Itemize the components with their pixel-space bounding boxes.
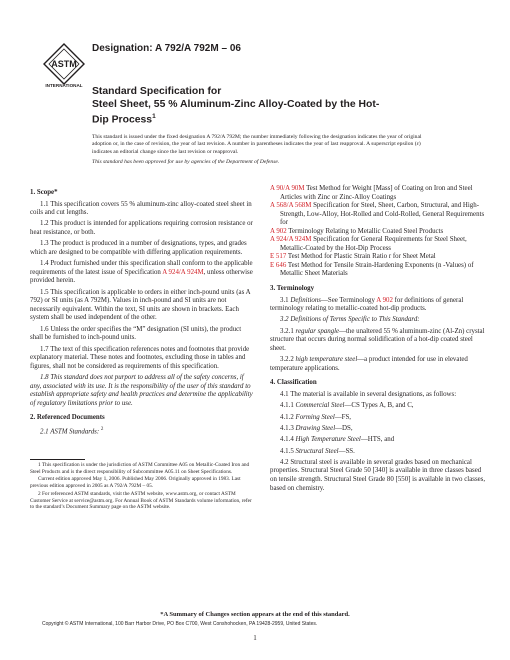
- referenced-documents-heading: 2. Referenced Documents: [30, 413, 105, 421]
- para-1-7: 1.7 The text of this specification references notes and footnotes that provide explanatory material. These notes and footnotes, excluding those in tables and figures, shall not be considered as requirements of this specification.: [30, 345, 250, 370]
- para-1-2: 1.2 This product is intended for applications requiring corrosion resistance or heat resistance, or both.: [30, 220, 253, 236]
- classification-heading: 4. Classification: [270, 378, 317, 386]
- svg-text:ASTM: ASTM: [51, 59, 77, 69]
- designation: Designation: A 792/A 792M – 06: [92, 43, 241, 54]
- para-1-4: 1.4 Product furnished under this specification shall conform to the applicable requirements of the latest issue of Specification A 924/A 924M, unless otherwise provided herein.: [30, 260, 253, 285]
- class-item: 4.1.3 Drawing Steel—DS,: [280, 424, 353, 432]
- document-title: [92, 86, 432, 127]
- reference-item: A 568/A 568M Specification for Steel, Sheet, Carbon, Structural, and High-Strength, Low-Alloy, Hot-Rolled and Cold-Rolled, General Requirements for: [270, 202, 485, 227]
- ref-link-a902[interactable]: A 902: [376, 296, 393, 304]
- para-3-1: 3.1 Definitions—See Terminology A 902 for definitions of general terminology relating to metallic-coated hot-dip products.: [270, 296, 464, 313]
- para-3-2-2: 3.2.2 high temperature steel—a product intended for use in elevated temperature applications.: [270, 356, 468, 372]
- left-column: [30, 183, 254, 439]
- footnote-2: 2 For referenced ASTM standards, visit the ASTM website, www.astm.org, or contact ASTM Customer Service at service@astm.org. For Annual Book of ASTM Standards volume information, refer to the standard’s Document Summary page on the ASTM website.: [30, 490, 252, 511]
- title-line-2: Steel Sheet, 55 % Aluminum-Zinc Alloy-Coated by the Hot-: [92, 98, 380, 110]
- para-1-3: 1.3 The product is produced in a number of designations, types, and grades which are designed to be compatible with differing application requirements.: [30, 240, 247, 256]
- para-2-1: 2.1 ASTM Standards: $^2$: [40, 426, 104, 435]
- reference-item: E 646 Test Method for Tensile Strain-Hardening Exponents (n -Values) of Metallic Sheet Materials: [270, 261, 474, 278]
- reference-list: [270, 185, 488, 279]
- para-3-2-1: 3.2.1 regular spangle—the unaltered 55 % aluminum-zinc (Al-Zn) crystal structure that occurs during normal solidification of a hot-dip coated steel sheet.: [270, 327, 485, 352]
- reference-item: E 517 Test Method for Plastic Strain Ratio r for Sheet Metal: [270, 253, 436, 261]
- ref-link[interactable]: E 646: [270, 261, 287, 269]
- title-line-1: Standard Specification for: [92, 86, 222, 97]
- ref-link[interactable]: A 90/A 90M: [270, 185, 305, 192]
- svg-text:INTERNATIONAL: INTERNATIONAL: [45, 83, 83, 88]
- class-item: 4.1.2 Forming Steel—FS,: [280, 413, 352, 421]
- intro-notes: [92, 134, 430, 170]
- ref-link-a924[interactable]: A 924/A 924M: [162, 268, 204, 276]
- ref-link[interactable]: A 568/A 568M: [270, 202, 312, 210]
- para-1-5: 1.5 This specification is applicable to orders in either inch-pound units (as A 792) or SI units (as A 792M). Values in inch-pound and SI units are not necessarily equivalent. Within the text, SI units are shown in brackets. Each system shall be used independent of the other.: [30, 288, 251, 322]
- ref-link[interactable]: A 902: [270, 227, 287, 235]
- class-item: 4.1.5 Structural Steel—SS.: [280, 447, 355, 455]
- title-line-3: Dip Process$^1$: [92, 113, 156, 126]
- para-1-8: 1.8 This standard does not purport to address all of the safety concerns, if any, associated with its use. It is the responsibility of the user of this standard to establish appropriate safety and health practices and determine the applicability of regulatory limitations prior to use.: [30, 373, 253, 407]
- class-item: 4.1.4 High Temperature Steel—HTS, and: [280, 436, 395, 444]
- scope-heading: 1. Scope*: [30, 188, 58, 196]
- footnote-1: 1 This specification is under the jurisdiction of ASTM Committee A05 on Metallic-Coated Iron and Steel Products and is the direct responsibility of Subcommittee A05.11 on Sheet Specifications.: [30, 462, 250, 475]
- class-item: 4.1.1 Commercial Steel—CS Types A, B, and C,: [280, 402, 414, 410]
- ref-link[interactable]: A 924/A 924M: [270, 236, 312, 244]
- page-number: 1: [253, 634, 257, 642]
- astm-logo: [40, 40, 88, 88]
- issued-note: This standard is issued under the fixed designation A 792/A 792M; the number immediately following the designation indicates the year of original adoption or, in the case of revision, the year of last revision. A number in parentheses indicates the year of last reapproval. A superscript epsilon (ε) indicates an editorial change since the last revision or reapproval.: [92, 134, 422, 155]
- terminology-heading: 3. Terminology: [270, 284, 315, 292]
- footnote-1-edition: Current edition approved May 1, 2006. Published May 2006. Originally approved in 1983. Last previous edition approved in 2005 as A 792/A 792M – 05.: [30, 476, 241, 490]
- para-4-1: 4.1 The material is available in several designations, as follows:: [280, 390, 457, 398]
- footnotes: [30, 462, 254, 512]
- reference-item: A 902 Terminology Relating to Metallic Coated Steel Products: [270, 227, 444, 235]
- copyright: Copyright © ASTM International, 100 Barr Harbor Drive, PO Box C700, West Conshohocken, PA 19428-2959, United States.: [42, 621, 318, 627]
- summary-of-changes-note: *A Summary of Changes section appears at the end of this standard.: [160, 611, 350, 618]
- para-1-1: 1.1 This specification covers 55 % aluminum-zinc alloy-coated steel sheet in coils and cut lengths.: [30, 200, 252, 217]
- reference-item: A 90/A 90M Test Method for Weight [Mass] of Coating on Iron and Steel Articles with Zinc or Zinc-Alloy Coatings: [270, 185, 473, 201]
- para-4-2: 4.2 Structural steel is available in several grades based on mechanical properties. Structural Steel Grade 50 [340] is available in three classes based on tensile strength. Structural Steel Grade 80 [550] is available in two classes, based on chemistry.: [270, 458, 486, 492]
- ref-link[interactable]: E 517: [270, 253, 287, 261]
- right-column: [270, 185, 488, 496]
- para-1-6: 1.6 Unless the order specifies the “M” designation (SI units), the product shall be furnished to inch-pound units.: [30, 325, 242, 342]
- para-3-2: 3.2 Definitions of Terms Specific to This Standard:: [280, 316, 420, 324]
- reference-item: A 924/A 924M Specification for General Requirements for Steel Sheet, Metallic-Coated by the Hot-Dip Process: [270, 236, 467, 252]
- dod-note: This standard has been approved for use by agencies of the Department of Defense.: [92, 159, 280, 166]
- footnote-divider: [30, 459, 85, 460]
